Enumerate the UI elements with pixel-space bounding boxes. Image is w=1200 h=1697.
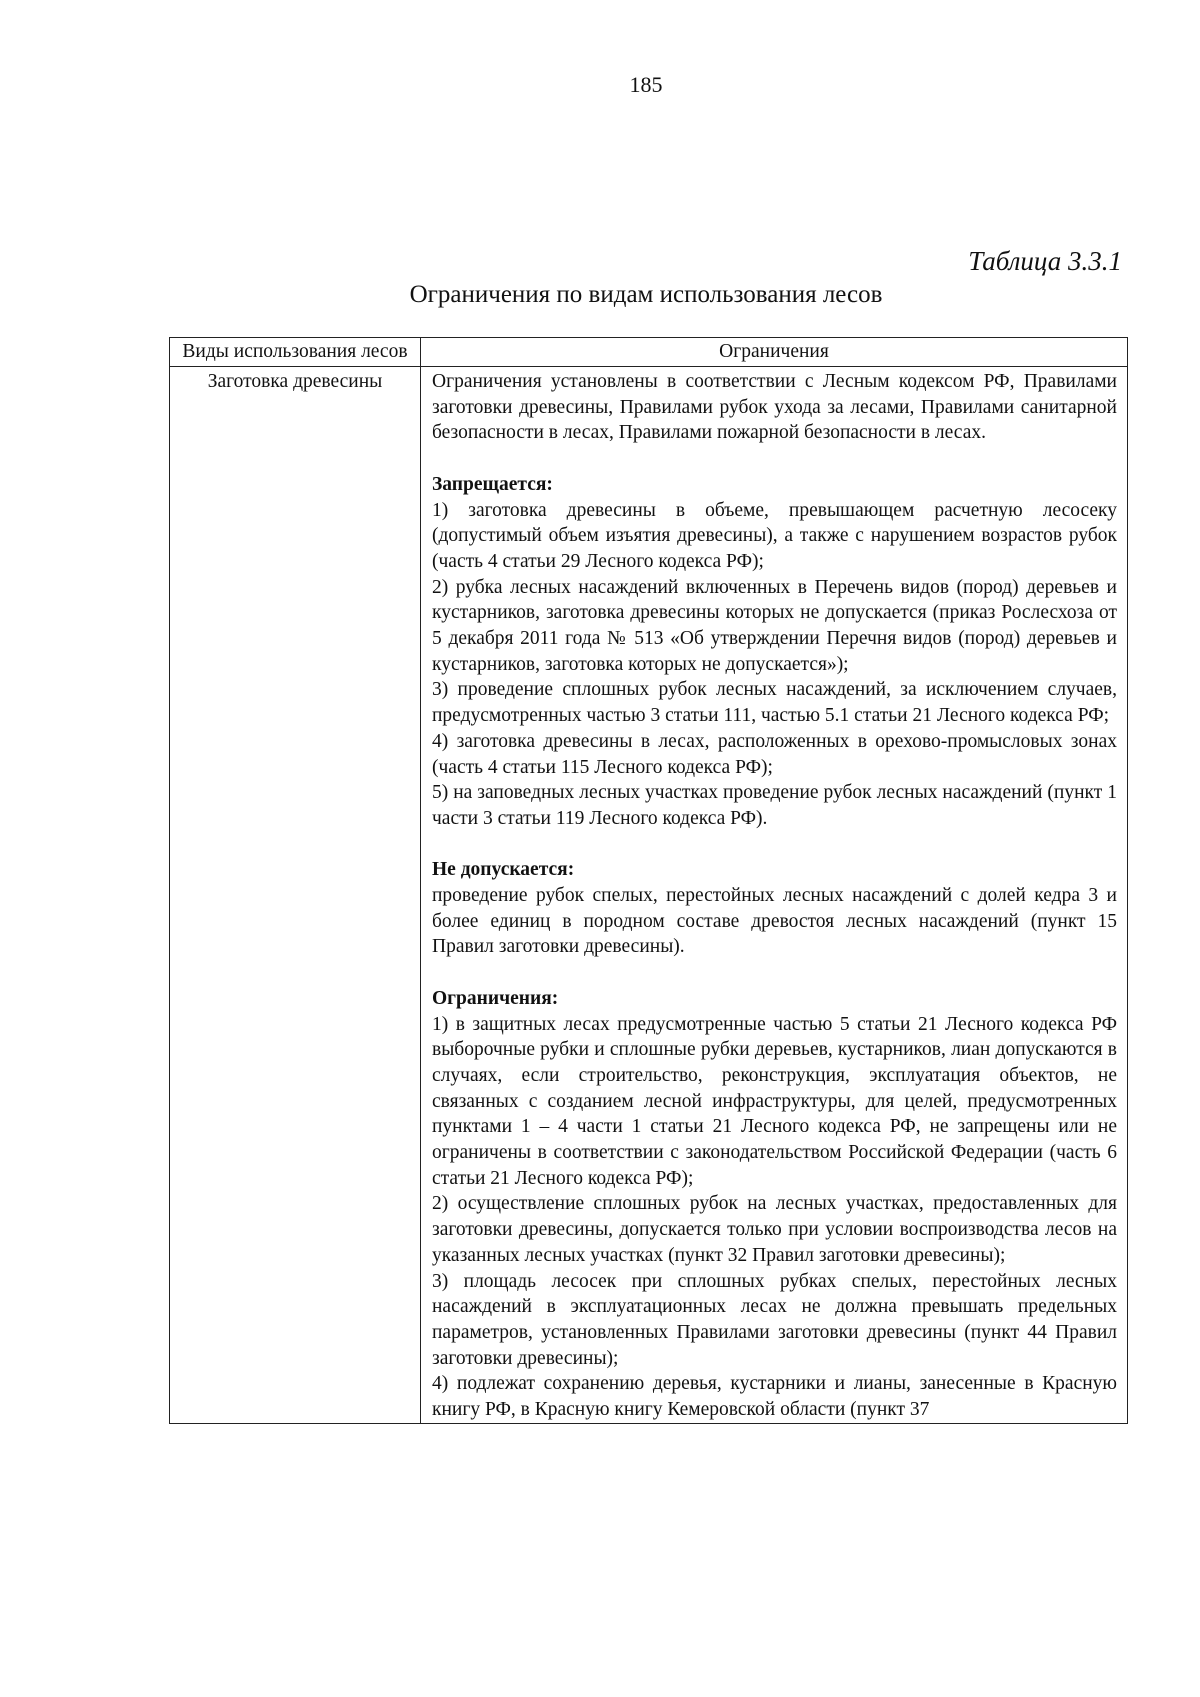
header-usage-type: Виды использования лесов bbox=[170, 338, 421, 367]
list-item: 4) подлежат сохранению деревья, кустарники и лианы, занесенные в Красную книгу РФ, в Красную книгу Кемеровской области (пункт 37 bbox=[432, 1373, 1117, 1421]
list-item: 2) осуществление сплошных рубок на лесных участках, предоставленных для заготовки древесины, допускается только при условии воспроизводства лесов на указанных лесных участках (пункт 32 Правил заготовки древесины); bbox=[432, 1193, 1117, 1266]
list-item: проведение рубок спелых, перестойных лесных насаждений с долей кедра 3 и более единиц в породном составе древостоя лесных насаждений (пункт 15 Правил заготовки древесины). bbox=[432, 885, 1117, 958]
list-item: 5) на заповедных лесных участках проведение рубок лесных насаждений (пункт 1 части 3 статьи 119 Лесного кодекса РФ). bbox=[432, 782, 1117, 829]
table-row bbox=[170, 367, 1128, 1424]
table-title: Ограничения по видам использования лесов bbox=[409, 281, 883, 308]
intro-paragraph: Ограничения установлены в соответствии с Лесным кодексом РФ, Правилами заготовки древесины, Правилами рубок ухода за лесами, Правилами санитарной безопасности в лесах, Правилами пожарной безопасности в лесах. bbox=[432, 371, 1117, 444]
list-item: 3) проведение сплошных рубок лесных насаждений, за исключением случаев, предусмотренных частью 3 статьи 111, частью 5.1 статьи 21 Лесного кодекса РФ; bbox=[432, 679, 1117, 727]
list-item: 1) заготовка древесины в объеме, превышающем расчетную лесосеку (допустимый объем изъятия древесины), а также с нарушением возрастов рубок (часть 4 статьи 29 Лесного кодекса РФ); bbox=[432, 499, 1117, 572]
header-restrictions: Ограничения bbox=[421, 338, 1128, 367]
section-heading-not-allowed: Не допускается: bbox=[432, 859, 575, 881]
page-number: 185 bbox=[629, 72, 663, 97]
list-item: 3) площадь лесосек при сплошных рубках спелых, перестойных лесных насаждений в эксплуатационных лесах не должна превышать предельных параметров, установленных Правилами заготовки древесины (пункт 44 Правил заготовки древесины); bbox=[432, 1270, 1117, 1369]
usage-type-cell: Заготовка древесины bbox=[170, 367, 421, 1424]
table-header-row bbox=[170, 338, 1128, 367]
section-heading-limitations: Ограничения: bbox=[432, 987, 559, 1009]
list-item: 2) рубка лесных насаждений включенных в Перечень видов (пород) деревьев и кустарников, заготовка древесины которых не допускается (приказ Рослесхоза от 5 декабря 2011 года № 513 «Об утверждении Перечня видов (пород) деревьев и кустарников, заготовка которых не допускается»); bbox=[432, 576, 1117, 675]
list-item: 4) заготовка древесины в лесах, расположенных в орехово-промысловых зонах (часть 4 статьи 115 Лесного кодекса РФ); bbox=[432, 730, 1117, 778]
section-heading-prohibited: Запрещается: bbox=[432, 473, 553, 495]
restriction-cell bbox=[421, 367, 1128, 1424]
table-label: Таблица 3.3.1 bbox=[968, 246, 1122, 276]
restrictions-table bbox=[169, 337, 1128, 1424]
list-item: 1) в защитных лесах предусмотренные частью 5 статьи 21 Лесного кодекса РФ выборочные рубки и сплошные рубки деревьев, кустарников, лиан допускаются в случаях, если строительство, реконструкция, эксплуатация объектов, не связанных с созданием лесной инфраструктуры, для целей, предусмотренных пунктами 1 – 4 части 1 статьи 21 Лесного кодекса РФ, не запрещены или не ограничены в соответствии с законодательством Российской Федерации (часть 6 статьи 21 Лесного кодекса РФ); bbox=[432, 1013, 1117, 1189]
